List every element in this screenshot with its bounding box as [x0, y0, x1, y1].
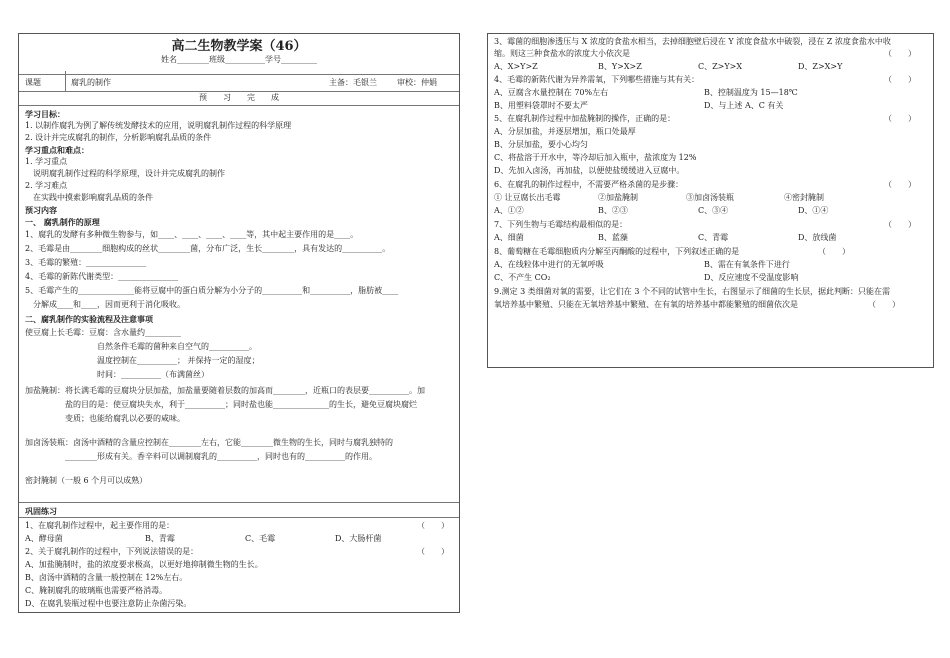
option: D、放线菌	[798, 233, 837, 242]
option: D、反应速度不受温度影响	[704, 273, 799, 282]
fill-item: 4、毛霉的新陈代谢类型：_______________	[25, 272, 179, 281]
question-9: 9.测定 3 类细菌对氧的需要，让它们在 3 个不同的试管中生长，右图显示了细菌的生长层，据此判断：只能在需	[494, 287, 890, 296]
option: D、Z>X>Y	[798, 62, 843, 71]
banner: 预 习 完 成	[199, 93, 279, 102]
option: A、在线粒体中进行的无氧呼吸	[494, 260, 604, 269]
answer-paren: （ ）	[417, 521, 449, 530]
right-column	[487, 33, 934, 368]
option: C、腌制腐乳的玻璃瓶也需要严格消毒。	[25, 586, 168, 595]
answer-paren: （ ）	[417, 547, 449, 556]
left-column	[18, 33, 460, 613]
reviewer: 审校：仲娟	[397, 78, 437, 87]
flow-step: 密封腌制（一般 6 个月可以成熟）	[25, 476, 148, 485]
question-3-cont: 缩。则这三种食盐水的浓度大小依次是	[494, 49, 630, 58]
answer-paren: （ ）	[884, 220, 916, 229]
flow-step: 温度控制在__________； 并保持一定的湿度；	[97, 356, 260, 365]
option: D、与上述 A、C 有关	[704, 101, 784, 110]
option: B、分层加盐，要小心均匀	[494, 140, 588, 149]
option: A、①②	[494, 206, 524, 215]
question-5: 5、在腐乳制作过程中加盐腌制的操作，正确的是：	[494, 114, 676, 123]
topic: 腐乳的制作	[71, 78, 111, 87]
option: D、在腐乳装瓶过程中也要注意防止杂菌污染。	[25, 599, 192, 608]
option: D、①④	[798, 206, 829, 215]
option: C、青霉	[698, 233, 729, 242]
option: B、用塑料袋罩时不要太严	[494, 101, 588, 110]
author: 主备：毛银兰	[329, 78, 377, 87]
answer-paren: （ ）	[868, 300, 900, 309]
option: B、卤汤中酒精的含量一般控制在 12%左右。	[25, 573, 188, 582]
flow-step: 自然条件毛霉的菌种来自空气的__________。	[97, 342, 257, 351]
option: D、先加入卤汤，再加盐，以便使盐缓缓进入豆腐中。	[494, 166, 685, 175]
goal-item: 2. 设计并完成腐乳的制作，分析影响腐乳品质的条件	[25, 133, 212, 142]
option: B、蓝藻	[598, 233, 628, 242]
flow-step: 时间：__________（布满菌丝）	[97, 370, 209, 379]
option: B、Y>X>Z	[598, 62, 642, 71]
flow-step: 使豆腐上长毛霉：豆腐：含水量约_________	[25, 328, 181, 337]
question-3: 3、霉菌的细胞渗透压与 X 浓度的食盐水相当，去掉细胞壁后浸在 Y 浓度食盐水中破裂，浸在 Z 浓度食盐水中收	[494, 37, 891, 46]
question-2: 2、关于腐乳制作的过程中，下列说法错误的是：	[25, 547, 199, 556]
fill-item: 3、毛霉的繁殖：_______________	[25, 258, 147, 267]
option: B、控制温度为 15—18℃	[704, 88, 798, 97]
answer-paren: （ ）	[884, 49, 916, 58]
fill-item: 1、腐乳的发酵有多种微生物参与，如____、____、____、____等，其中起主要作用的是____。	[25, 230, 359, 239]
option: D、大肠杆菌	[335, 534, 382, 543]
question-6: 6、在腐乳的制作过程中，不需要严格杀菌的是步骤：	[494, 180, 684, 189]
section2-heading: 二、腐乳制作的实验流程及注意事项	[25, 314, 153, 324]
option: C、Z>Y>X	[698, 62, 743, 71]
option: A、酵母菌	[25, 534, 63, 543]
option: B、青霉	[145, 534, 175, 543]
question-7: 7、下列生物与毛霉结构最相似的是：	[494, 220, 628, 229]
option: C、不产生 CO₂	[494, 273, 551, 282]
key-item: 1. 学习重点	[25, 157, 68, 166]
flow-step: 加卤汤装瓶：卤汤中酒精的含量应控制在________左右，它能________微生物的生长，同时与腐乳独特的	[25, 438, 393, 447]
goals-heading: 学习目标：	[25, 109, 65, 119]
flow-step: 盐的目的是：使豆腐块失水，利于__________；同时盐也能______________的生长，避免豆腐块腐烂	[65, 400, 417, 409]
goal-item: 1. 以制作腐乳为例了解传统发酵技术的应用，说明腐乳制作过程的科学原理	[25, 121, 292, 130]
fill-item: 2、毛霉是由________细胞构成的丝状________菌，分布广泛，生长________，具有发达的__________。	[25, 244, 391, 253]
topic-label: 课题	[25, 78, 41, 87]
page-title: 高二生物教学案（46）	[171, 39, 307, 54]
key-item: 说明腐乳制作过程的科学原理，设计并完成腐乳的制作	[33, 169, 225, 178]
practice-heading: 巩固练习	[25, 506, 57, 516]
step: ④密封腌制	[784, 193, 824, 202]
question-4: 4、毛霉的新陈代谢为异养需氧，下列哪些措施与其有关：	[494, 75, 700, 84]
question-8: 8、葡萄糖在毛霉细胞质内分解至丙酮酸的过程中，下列叙述正确的是	[494, 247, 740, 256]
option: A、加盐腌制时，盐的浓度要求极高，以更好地抑制微生物的生长。	[25, 560, 263, 569]
option: A、X>Y>Z	[494, 62, 538, 71]
student-info-line: 姓名________班级__________学号_________	[161, 55, 317, 64]
option: C、将盐溶于开水中，等冷却后加入瓶中，盐浓度为 12%	[494, 153, 697, 162]
flow-step: 加盐腌制：将长满毛霉的豆腐块分层加盐，加盐量要随着层数的加高而________，近瓶口的表层要__________。加	[25, 386, 425, 395]
key-item: 在实践中摸索影响腐乳品质的条件	[33, 193, 153, 202]
keys-heading: 学习重点和难点：	[25, 145, 89, 155]
key-item: 2. 学习难点	[25, 181, 68, 190]
fill-item: 分解成____和____，因而更利于消化吸收。	[33, 300, 185, 309]
option: C、毛霉	[245, 534, 276, 543]
fill-item: 5、毛霉产生的______________能将豆腐中的蛋白质分解为小分子的__________和__________，脂肪被____	[25, 286, 399, 295]
option: B、需在有氧条件下进行	[704, 260, 790, 269]
option: A、分层加盐，并逐层增加，瓶口处最厚	[494, 127, 636, 136]
answer-paren: （ ）	[884, 75, 916, 84]
option: A、细菌	[494, 233, 524, 242]
flow-step: 变质；也能给腐乳以必要的咸味。	[65, 414, 185, 423]
step: ① 让豆腐长出毛霉	[494, 193, 561, 202]
question-1: 1、在腐乳制作过程中，起主要作用的是：	[25, 521, 175, 530]
step: ②加盐腌制	[598, 193, 638, 202]
flow-step: ________形成有关。香辛料可以调制腐乳的__________，同时也有的__________的作用。	[65, 452, 377, 461]
answer-paren: （ ）	[818, 247, 850, 256]
option: B、②③	[598, 206, 628, 215]
step: ③加卤汤装瓶	[686, 193, 734, 202]
answer-paren: （ ）	[884, 180, 916, 189]
option: A、豆腐含水量控制在 70%左右	[494, 88, 609, 97]
section1-heading: 一、 腐乳制作的原理	[25, 217, 100, 227]
option: C、③④	[698, 206, 729, 215]
answer-paren: （ ）	[884, 114, 916, 123]
preview-heading: 预习内容	[25, 205, 57, 215]
question-9-cont: 氧培养基中繁殖、只能在无氧培养基中繁殖、在有氧的培养基中都能繁殖的细菌依次是	[494, 300, 798, 309]
